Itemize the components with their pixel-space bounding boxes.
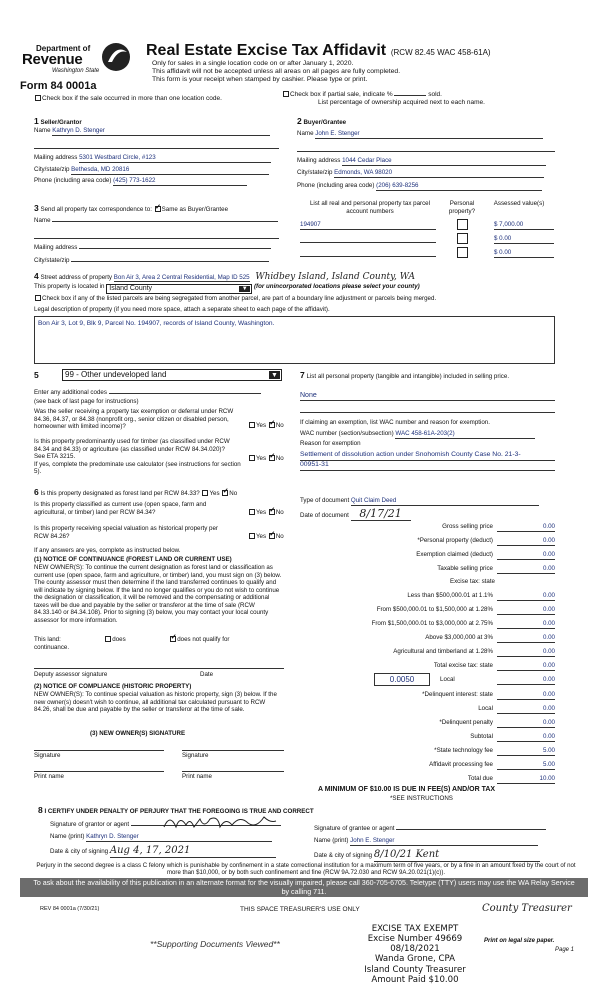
logo-swirl-icon (100, 40, 132, 74)
tax-label: Local (478, 705, 493, 712)
forest-no-checkbox[interactable] (222, 490, 228, 496)
rcw-text: (RCW 82.45 WAC 458-61A) (390, 48, 491, 57)
parcel-number[interactable] (300, 235, 436, 243)
does-checkbox[interactable] (105, 636, 111, 642)
tax-row (300, 760, 555, 771)
tax-value[interactable]: 0.00 (497, 691, 555, 700)
form-title (146, 41, 491, 61)
parcel-number[interactable] (300, 249, 436, 257)
legal-description: Bon Air 3, Lot 9, Blk 9, Parcel No. 194907, records of Island County, Washington. (38, 320, 275, 327)
wac-label: WAC number (section/subsection) (300, 430, 394, 437)
certify-row: 8 I CERTIFY UNDER PENALTY OF PERJURY THAT THE FOREGOING IS TRUE AND CORRECT (38, 805, 314, 815)
buyer-name-row (297, 130, 543, 139)
checkbox[interactable] (283, 91, 289, 97)
grantor-signature-label: Signature of grantor or agent (50, 821, 130, 828)
grantee-signature-label: Signature of grantee or agent (314, 825, 395, 832)
tax-row (300, 718, 555, 729)
tax-label: From $500,000.01 to $1,500,000 at 1.28% (376, 606, 493, 613)
s3-name-label: Name (34, 217, 51, 224)
buyer-city-label: City/state/zip (297, 169, 333, 176)
tax-value[interactable]: 0.00 (497, 537, 555, 546)
local-rate: 0.0050 (389, 675, 415, 684)
tax-label: Less than $500,000.01 at 1.1% (407, 592, 493, 599)
seller-name-row (34, 127, 279, 136)
hist-no-checkbox[interactable] (269, 533, 275, 539)
tax-row (300, 522, 555, 533)
parcel-col2-header: Personal property? (448, 200, 476, 215)
stamp-line: Excise Number 49669 (367, 934, 463, 945)
q2-no-checkbox[interactable] (269, 455, 275, 461)
q1-yes-checkbox[interactable] (249, 422, 255, 428)
sold-label: sold. (428, 91, 442, 98)
doc-date-row (300, 507, 411, 521)
forest-question: Is this property designated as forest land per RCW 84.33? (40, 490, 200, 497)
tax-row (300, 619, 555, 630)
wac-number[interactable]: WAC 458-61A-203(2) (395, 430, 535, 439)
grantee-name[interactable]: John E. Stenger (350, 837, 538, 846)
grantor-date[interactable]: Aug 4, 17, 2021 (110, 845, 276, 858)
tax-label: Gross selling price (442, 523, 493, 530)
tax-value[interactable]: 0.00 (497, 705, 555, 714)
segregated-checkbox[interactable] (35, 295, 41, 301)
buyer-phone-label: Phone (including area code) (297, 182, 375, 189)
q2-yes-checkbox[interactable] (249, 455, 255, 461)
exemption-q (34, 408, 284, 431)
segregated-label: Check box if any of the listed parcels are being segregated from another parcel, are part of a boundary line adjustment or parcels being merged. (42, 295, 437, 302)
county-treasurer-hw: County Treasurer (482, 903, 572, 914)
does-not-label: does not qualify for (177, 636, 230, 643)
s3-city-label: City/state/zip (34, 257, 70, 264)
land-use-select[interactable] (62, 369, 282, 381)
current-use-q (34, 501, 284, 516)
q1-no-checkbox[interactable] (269, 422, 275, 428)
tax-label: Total excise tax: state (433, 662, 493, 669)
cu-no-checkbox[interactable] (269, 509, 275, 515)
yes-label: Yes (256, 533, 267, 540)
yes-label: Yes (256, 422, 267, 429)
continuance-label: continuance. (34, 644, 70, 651)
dept-line1: Department of (36, 44, 91, 53)
header-sub1: Only for sales in a single location code on or after January 1, 2020. (152, 60, 354, 67)
buyer-city[interactable]: Edmonds, WA 98020 (334, 169, 544, 178)
stamp-line: EXCISE TAX EXEMPT (371, 924, 459, 934)
legal-label: Legal description of property (if you need more space, attach a separate sheet to each page of the affidavit). (34, 306, 330, 313)
buyer-phone-row (297, 182, 542, 191)
handwritten-address: Whidbey Island, Island County, WA (255, 272, 416, 282)
grantee-date-label: Date & city of signing (314, 852, 373, 859)
tax-value[interactable]: 0.00 (497, 606, 555, 615)
tax-value[interactable]: 0.00 (497, 565, 555, 574)
tax-value[interactable]: 0.00 (497, 733, 555, 742)
tax-row (300, 690, 555, 701)
header-sub3: This form is your receipt when stamped by cashier. Please type or print. (152, 76, 368, 83)
doc-type-label: Type of document (300, 497, 350, 504)
no-label: No (275, 422, 284, 429)
tax-value[interactable]: 5.00 (497, 761, 555, 770)
doc-type[interactable]: Quit Claim Deed (351, 497, 539, 506)
new-owner-signature-1: Signature (34, 752, 61, 759)
tax-value[interactable]: 0.00 (497, 523, 555, 532)
historic-q (34, 525, 284, 540)
tax-label: *Delinquent penalty (439, 719, 493, 726)
tax-row (300, 732, 555, 743)
dept-line3: Washington State (52, 68, 100, 74)
located-row (34, 283, 420, 294)
tax-value[interactable]: 0.00 (497, 551, 555, 560)
no-label: No (275, 455, 284, 462)
personal-property-text: List all personal property (tangible and intangible) included in selling price. (306, 373, 510, 380)
partial-sale-check[interactable] (282, 91, 442, 99)
multi-location-check[interactable] (34, 95, 222, 103)
tax-label: *Delinquent interest: state (422, 691, 493, 698)
grantee-name-label: Name (print) (314, 837, 349, 844)
tax-value[interactable]: 0.00 (497, 719, 555, 728)
timber-note: If yes, complete the predominate use calculator (see instructions for section 5). (34, 460, 241, 476)
personal-property-checkbox[interactable] (457, 247, 468, 258)
new-owner-print-2: Print name (182, 773, 212, 780)
grantee-date-row (314, 849, 540, 862)
forest-q: 6 Is this property designated as forest land per RCW 84.33? Yes ✓ No (34, 487, 237, 498)
grantor-name-row (50, 833, 272, 842)
tax-label: Agricultural and timberland at 1.28% (393, 648, 493, 655)
tax-row (300, 550, 555, 561)
tax-label: *State technology fee (434, 747, 493, 754)
section3-mailing-row (34, 244, 271, 252)
local-value[interactable]: 0.00 (497, 676, 555, 685)
partial-sale-label: Check box if partial sale, indicate % (290, 91, 393, 98)
exemption-question: Was the seller receiving a property tax exemption or deferral under RCW 84.36, 84.37, or 84.38 (nonprofit org., senior citizen or disabled person, homeowner with limited income)? (34, 408, 234, 431)
buyer-mailing-row (297, 157, 546, 166)
if-yes-note: If any answers are yes, complete as instructed below. (34, 547, 181, 554)
see-instructions: *SEE INSTRUCTIONS (390, 795, 453, 802)
cu-yes-checkbox[interactable] (249, 509, 255, 515)
notice3-title: (3) NEW OWNER(S) SIGNATURE (90, 730, 186, 737)
grantee-date[interactable]: 8/10/21 Kent (374, 849, 540, 862)
seller-city-label: City/state/zip (34, 166, 70, 173)
certify-text: I CERTIFY UNDER PENALTY OF PERJURY THAT THE FOREGOING IS TRUE AND CORRECT (44, 808, 314, 815)
tax-label: Subtotal (470, 733, 493, 740)
tax-label: Taxable selling price (437, 565, 493, 572)
title-text: Real Estate Excise Tax Affidavit (146, 42, 387, 59)
tax-label: Total due (467, 775, 493, 782)
stamp-line: Amount Paid $10.00 (371, 974, 459, 985)
doc-date-label: Date of document (300, 512, 349, 519)
tax-label: Above $3,000,000 at 3% (425, 634, 493, 641)
forest-yes-checkbox[interactable] (202, 490, 208, 496)
county-note: (for unincorporated locations please select your county) (253, 283, 420, 290)
legal-description-box[interactable] (34, 316, 555, 364)
legal-size-note: Print on legal size paper. (484, 938, 555, 944)
land-use-value: 99 - Other undeveloped land (65, 370, 167, 379)
tax-value[interactable]: 0.00 (497, 620, 555, 629)
dor-logo (20, 40, 132, 94)
list-pct-note: List percentage of ownership acquired next to each name. (318, 99, 485, 106)
tax-value[interactable]: 0.00 (497, 648, 555, 657)
same-as-buyer-checkbox[interactable] (155, 206, 161, 212)
buyer-mailing[interactable]: 1044 Cedar Place (342, 157, 546, 166)
assessed-value[interactable]: $ 0.00 (494, 249, 554, 258)
stamp-line: Wanda Grone, CPA (374, 954, 456, 965)
multi-location-label: Check box if the sale occurred in more than one location code. (42, 95, 222, 102)
yes-label: Yes (256, 455, 267, 462)
same-as-buyer-label: Same as Buyer/Grantee (161, 206, 229, 213)
section7-text: 7 List all personal property (tangible and intangible) included in selling price. (300, 370, 510, 380)
dept-line2: Revenue (22, 51, 83, 68)
tax-label: Exemption claimed (deduct) (416, 551, 493, 558)
rev-number: REV 84 0001a (7/30/21) (40, 906, 100, 912)
county-select[interactable] (106, 284, 252, 294)
this-land-row (34, 636, 229, 644)
seller-phone-label: Phone (including area code) (34, 177, 112, 184)
tax-row (300, 605, 555, 616)
tax-value[interactable]: 0.00 (497, 634, 555, 643)
alt-format-text: To ask about the availability of this publication in an alternate format for the visually impaired, please call 360-705-6705. Teletype (TTY) users may use the WA Relay Service by calling 711. (33, 879, 575, 896)
seller-city-row (34, 166, 269, 175)
parcel-row (300, 235, 555, 247)
tax-row (300, 647, 555, 658)
perjury-text: Perjury in the second degree is a class C felony which is punishable by confinement in a state correctional institution for a maximum term of five years, or by a fine in an amount fixed by the court of not more than $10,000, or by both such confinement and fine (RCW 9A.72.030 and RCW 9A.20.021(1)(c)). (36, 862, 576, 877)
wac-row (300, 430, 535, 439)
buyer-phone[interactable]: (206) 639-8256 (376, 182, 542, 191)
buyer-city-row (297, 169, 544, 178)
section5-row: 5 99 - Other undeveloped land ▼ (34, 370, 39, 381)
personal-property-value[interactable]: None (300, 392, 317, 399)
stamp-line: 08/18/2021 (390, 944, 440, 955)
grantor-signature-drawing (160, 811, 280, 833)
grantor-date-label: Date & city of signing (50, 848, 109, 855)
treasurer-use: THIS SPACE TREASURER'S USE ONLY (240, 906, 360, 913)
does-not-checkbox[interactable] (170, 636, 176, 642)
deputy-signature-label: Deputy assessor signature (34, 671, 108, 678)
doc-date[interactable]: 8/17/21 (351, 507, 411, 521)
personal-property-checkbox[interactable] (457, 233, 468, 244)
seller-phone[interactable]: (425) 773-1622 (113, 177, 247, 186)
deputy-date-label: Date (200, 671, 214, 678)
assessed-value[interactable]: $ 0.00 (494, 235, 554, 244)
tax-row (300, 633, 555, 644)
checkbox[interactable] (35, 95, 41, 101)
buyer-mailing-label: Mailing address (297, 157, 341, 164)
tax-row (300, 577, 555, 588)
tax-label: Affidavit processing fee (429, 761, 493, 768)
seller-name-label: Name (34, 127, 51, 134)
excise-stamp (355, 924, 475, 985)
reason-value[interactable]: Settlement of dissolution action under Snohomish County Case No. 21-3-00951-31 (300, 451, 521, 468)
minimum-note: A MINIMUM OF $10.00 IS DUE IN FEE(S) AND/OR TAX (318, 786, 496, 793)
parcel-col3-header: Assessed value(s) (493, 200, 545, 207)
personal-property-checkbox[interactable] (457, 219, 468, 230)
grantor-date-row (50, 845, 276, 858)
notice1-text: NEW OWNER(S): To continue the current designation as forest land or classification as current use (open space, farm and agriculture, or timber) land, you must sign on (3) below. The county assessor must then determine if the land transferred continues to qualify and will indicate by signing below. If the land no longer qualifies or you do not wish to continue the designation or classification, it will be removed and the compensating or additional taxes will be due and payable by the seller or transferor at the time of sale (RCW 84.33.140 or 84.34.108). Prior to signing (3) below, you may contact your local county assessor for more information. (34, 564, 282, 624)
tax-value[interactable]: 0.00 (497, 592, 555, 601)
supporting-docs: **Supporting Documents Viewed** (150, 939, 280, 949)
tax-row (300, 774, 555, 785)
seller-phone-row (34, 177, 247, 186)
header-sub2: This affidavit will not be accepted unless all areas on all pages are fully completed. (152, 68, 401, 75)
new-owner-print-1: Print name (34, 773, 64, 780)
tax-value[interactable]: 0.00 (497, 662, 555, 671)
section4-address-row: 4 Street address of property Bon Air 3, Area 2 Central Residential, Map ID 525 Whidbey Island, Island County, WA (34, 271, 416, 282)
no-label: No (275, 533, 284, 540)
tax-row (300, 591, 555, 602)
segregated-row (34, 295, 436, 303)
yes-label: Yes (256, 509, 267, 516)
section3-city-row (34, 257, 269, 265)
grantee-signature-line[interactable] (396, 829, 546, 830)
local-label: Local (440, 676, 455, 683)
dropdown-arrow-icon[interactable]: ▼ (239, 286, 250, 292)
grantor-name-label: Name (print) (50, 833, 85, 840)
hist-yes-checkbox[interactable] (249, 533, 255, 539)
street-address-label: Street address of property (40, 274, 113, 281)
seller-mailing-row (34, 154, 271, 163)
parcel-row (300, 221, 555, 233)
seller-mailing-label: Mailing address (34, 154, 78, 161)
buyer-heading: Buyer/Grantee (303, 119, 347, 126)
buyer-name-label: Name (297, 130, 314, 137)
dropdown-arrow-icon[interactable]: ▼ (269, 371, 280, 379)
additional-codes-label: Enter any additional codes (34, 389, 107, 396)
see-back: (see back of last page for instructions) (34, 398, 139, 405)
parcel-number[interactable]: 194907 (300, 221, 436, 230)
exempt-claim-text: If claiming an exemption, list WAC number and reason for exemption. (300, 419, 490, 426)
county-value: Island County (109, 285, 153, 292)
seller-mailing[interactable]: 5301 Westbard Circle, #123 (79, 154, 271, 163)
tax-row (300, 536, 555, 547)
new-owner-signature-2: Signature (182, 752, 209, 759)
notice2-title: (2) NOTICE OF COMPLIANCE (HISTORIC PROPERTY) (34, 683, 192, 690)
s3-mailing-label: Mailing address (34, 244, 78, 251)
tax-label: *Personal property (deduct) (417, 537, 493, 544)
tax-value[interactable]: 10.00 (497, 775, 555, 784)
tax-row (300, 564, 555, 575)
buyer-name[interactable]: John E. Stenger (315, 130, 543, 139)
stamp-line: Island County Treasurer (364, 964, 466, 975)
reason-label: Reason for exemption (300, 440, 361, 447)
alt-format-banner (20, 878, 588, 897)
tax-label: Excise tax: state (449, 578, 495, 585)
form-number: Form 84 0001a (20, 80, 97, 92)
tax-row (300, 704, 555, 715)
tax-row (300, 661, 555, 672)
grantee-signature-row (314, 825, 546, 833)
additional-codes-row (34, 389, 261, 397)
notice1-title: (1) NOTICE OF CONTINUANCE (FOREST LAND OR CURRENT USE) (34, 556, 232, 563)
local-rate-box[interactable] (374, 673, 430, 686)
current-use-question: Is this property classified as current use (open space, farm and agricultural, or timber) land per RCW 84.34? (34, 501, 207, 516)
section2-heading: 2 Buyer/Grantee (297, 116, 347, 126)
page-number: Page 1 (555, 947, 575, 953)
seller-heading: Seller/Grantor (40, 119, 82, 126)
seller-city[interactable]: Bethesda, MD 20816 (71, 166, 269, 175)
located-label: This property is located in (34, 283, 105, 290)
tax-label: From $1,500,000.01 to $3,000,000 at 2.75% (371, 620, 493, 627)
section3-heading: 3 Send all property tax correspondence to: ✓ Same as Buyer/Grantee (34, 203, 228, 214)
timber-q (34, 438, 284, 476)
yes-label: Yes (209, 490, 220, 497)
assessed-value[interactable]: $ 7,000.00 (494, 221, 554, 230)
timber-question: Is this property predominantly used for timber (as classified under RCW 84.34 and 84.33) or agriculture (as classified under RCW 84.34.020)? See ETA 3215. (34, 438, 230, 461)
tax-value[interactable]: 5.00 (497, 747, 555, 756)
parcel-row (300, 249, 555, 261)
doc-type-row (300, 497, 539, 506)
this-land-label: This land: (34, 636, 61, 643)
parcel-col1-header: List all real and personal property tax parcel account numbers (309, 200, 431, 215)
historic-question: Is this property receiving special valuation as historical property per RCW 84.26? (34, 525, 218, 540)
no-label: No (229, 490, 238, 497)
tax-row (300, 746, 555, 757)
section1-heading: 1 Seller/Grantor (34, 116, 82, 126)
grantor-name[interactable]: Kathryn D. Stenger (86, 833, 272, 842)
notice2-text: NEW OWNER(S): To continue special valuation as historic property, sign (3) below. If the new owner(s) doesn't wish to continue, all additional tax calculated pursuant to RCW 84.26, shall be due and payable by the seller or transferor at the time of sale. (34, 691, 277, 714)
grantee-name-row (314, 837, 538, 846)
does-label: does (112, 636, 126, 643)
seller-name[interactable]: Kathryn D. Stenger (52, 127, 270, 136)
section3-name-row (34, 217, 278, 225)
correspondence-text: Send all property tax correspondence to: (40, 206, 152, 213)
no-label: No (275, 509, 284, 516)
street-address[interactable]: Bon Air 3, Area 2 Central Residential, Map ID 525 (113, 274, 250, 281)
